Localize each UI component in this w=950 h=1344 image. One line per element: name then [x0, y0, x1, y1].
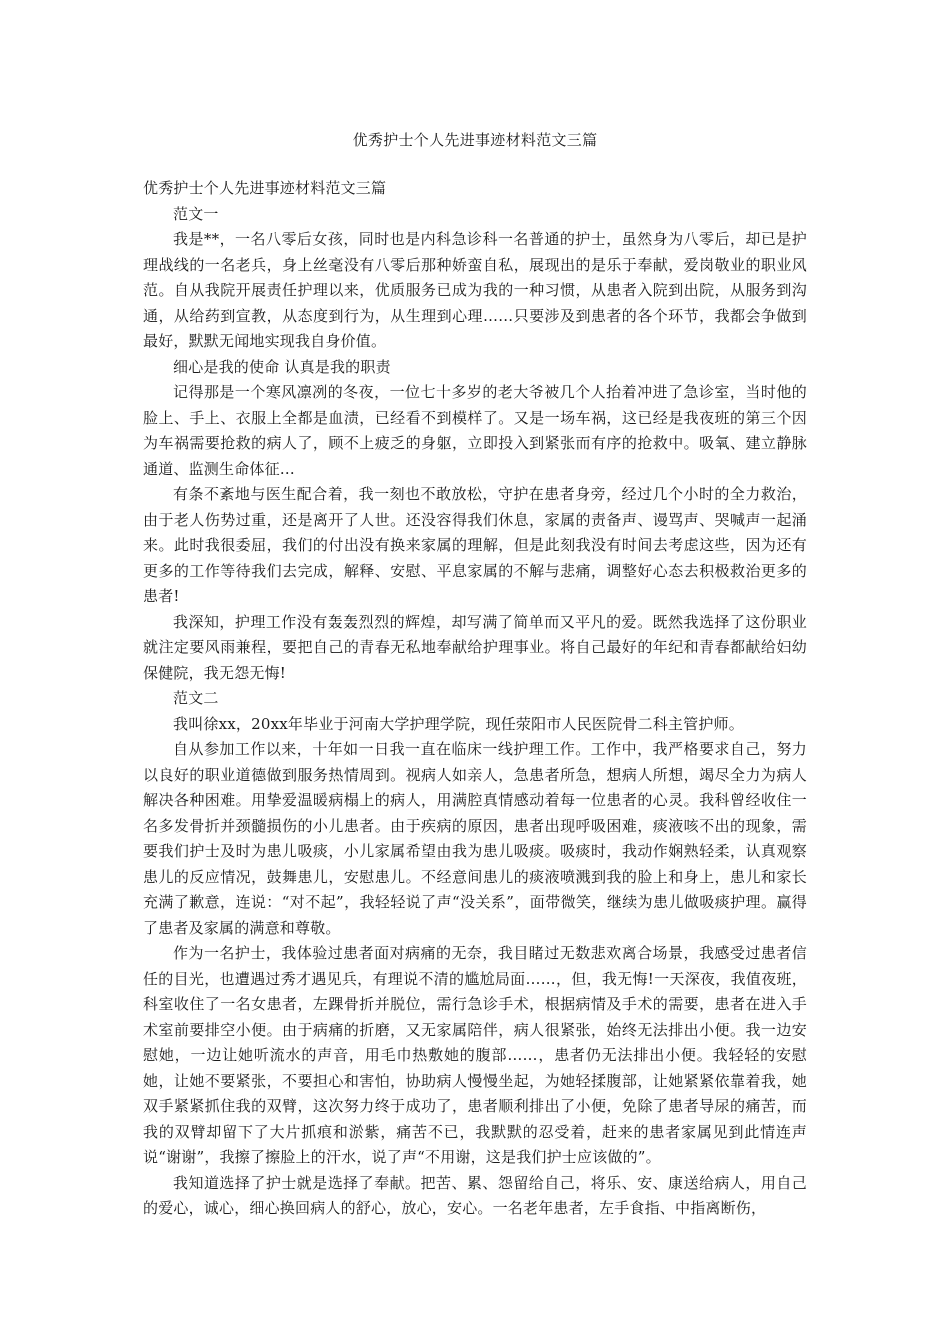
document-body	[143, 176, 807, 1222]
section-label-2: 范文二	[173, 689, 219, 707]
section-label-1: 范文一	[173, 204, 219, 223]
body-heading: 优秀护士个人先进事迹材料范文三篇	[143, 179, 387, 197]
paragraph: 我是**，一名八零后女孩，同时也是内科急诊科一名普通的护士，虽然身为八零后，却已是护理战线的一名老兵，身上丝毫没有八零后那种娇蛮自私，展现出的是乐于奉献，爱岗敬业的职业风范。自从我院开展责任护理以来，优质服务已成为我的一种习惯，从患者入院到出院，从服务到沟通，从给药到宣教，从态度到行为，从生理到心理……只要涉及到患者的各个环节，我都会争做到最好，默默无闻地实现我自身价值。	[143, 230, 807, 350]
subheading: 细心是我的使命 认真是我的职责	[173, 357, 391, 376]
paragraph: 作为一名护士，我体验过患者面对病痛的无奈，我目睹过无数悲欢离合场景，我感受过患者信任的目光，也遭遇过秀才遇见兵，有理说不清的尴尬局面……，但，我无悔!一天深夜，我值夜班，科室收住了一名女患者，左踝骨折并脱位，需行急诊手术，根据病情及手术的需要，患者在进入手术室前要排空小便。由于病痛的折磨，又无家属陪伴，病人很紧张，始终无法排出小便。我一边安慰她，一边让她听流水的声音，用毛巾热敷她的腹部……，患者仍无法排出小便。我轻轻的安慰她，让她不要紧张，不要担心和害怕，协助病人慢慢坐起，为她轻揉腹部，让她紧紧依靠着我，她双手紧紧抓住我的双臂，这次努力终于成功了，患者顺利排出了小便，免除了患者导尿的痛苦，而我的双臂却留下了大片抓痕和淤紫，痛苦不已，我默默的忍受着，赶来的患者家属见到此情连声说“谢谢”，我擦了擦脸上的汗水，说了声“不用谢，这是我们护士应该做的”。	[143, 944, 807, 1166]
paragraph: 我知道选择了护士就是选择了奉献。把苦、累、怨留给自己，将乐、安、康送给病人，用自己的爱心，诚心，细心换回病人的舒心，放心，安心。一名老年患者，左手食指、中指离断伤，	[143, 1173, 807, 1217]
paragraph: 有条不紊地与医生配合着，我一刻也不敢放松，守护在患者身旁，经过几个小时的全力救治，由于老人伤势过重，还是离开了人世。还没容得我们休息，家属的责备声、谩骂声、哭喊声一起涌来。此时我很委屈，我们的付出没有换来家属的理解，但是此刻我没有时间去考虑这些，因为还有更多的工作等待我们去完成，解释、安慰、平息家属的不解与悲痛，调整好心态去积极救治更多的患者!	[143, 485, 807, 605]
paragraph: 自从参加工作以来，十年如一日我一直在临床一线护理工作。工作中，我严格要求自己，努力以良好的职业道德做到服务热情周到。视病人如亲人，急患者所急，想病人所想，竭尽全力为病人解决各种困难。用挚爱温暖病榻上的病人，用满腔真情感动着每一位患者的心灵。我科曾经收住一名多发骨折并颈髓损伤的小儿患者。由于疾病的原因，患者出现呼吸困难，痰液咳不出的现象，需要我们护士及时为患儿吸痰，小儿家属希望由我为患儿吸痰。吸痰时，我动作娴熟轻柔，认真观察患儿的反应情况，鼓舞患儿，安慰患儿。不经意间患儿的痰液喷溅到我的脸上和身上，患儿和家长充满了歉意，连说：“对不起”，我轻轻说了声“没关系”，面带微笑，继续为患儿做吸痰护理。赢得了患者及家属的满意和尊敬。	[143, 740, 807, 937]
paragraph: 我叫徐xx，20xx年毕业于河南大学护理学院，现任荥阳市人民医院骨二科主管护师。	[173, 714, 744, 733]
paragraph: 我深知，护理工作没有轰轰烈烈的辉煌，却写满了简单而又平凡的爱。既然我选择了这份职业就注定要风雨兼程，要把自己的青春无私地奉献给护理事业。将自己最好的年纪和青春都献给妇幼保健院，我无怨无悔!	[143, 612, 807, 682]
paragraph: 记得那是一个寒风凛冽的冬夜，一位七十多岁的老大爷被几个人抬着冲进了急诊室，当时他的脸上、手上、衣服上全都是血渍，已经看不到模样了。又是一场车祸，这已经是我夜班的第三个因为车祸需要抢救的病人了，顾不上疲乏的身躯，立即投入到紧张而有序的抢救中。吸氧、建立静脉通道、监测生命体征…	[143, 383, 807, 478]
document-title: 优秀护士个人先进事迹材料范文三篇	[352, 131, 598, 149]
